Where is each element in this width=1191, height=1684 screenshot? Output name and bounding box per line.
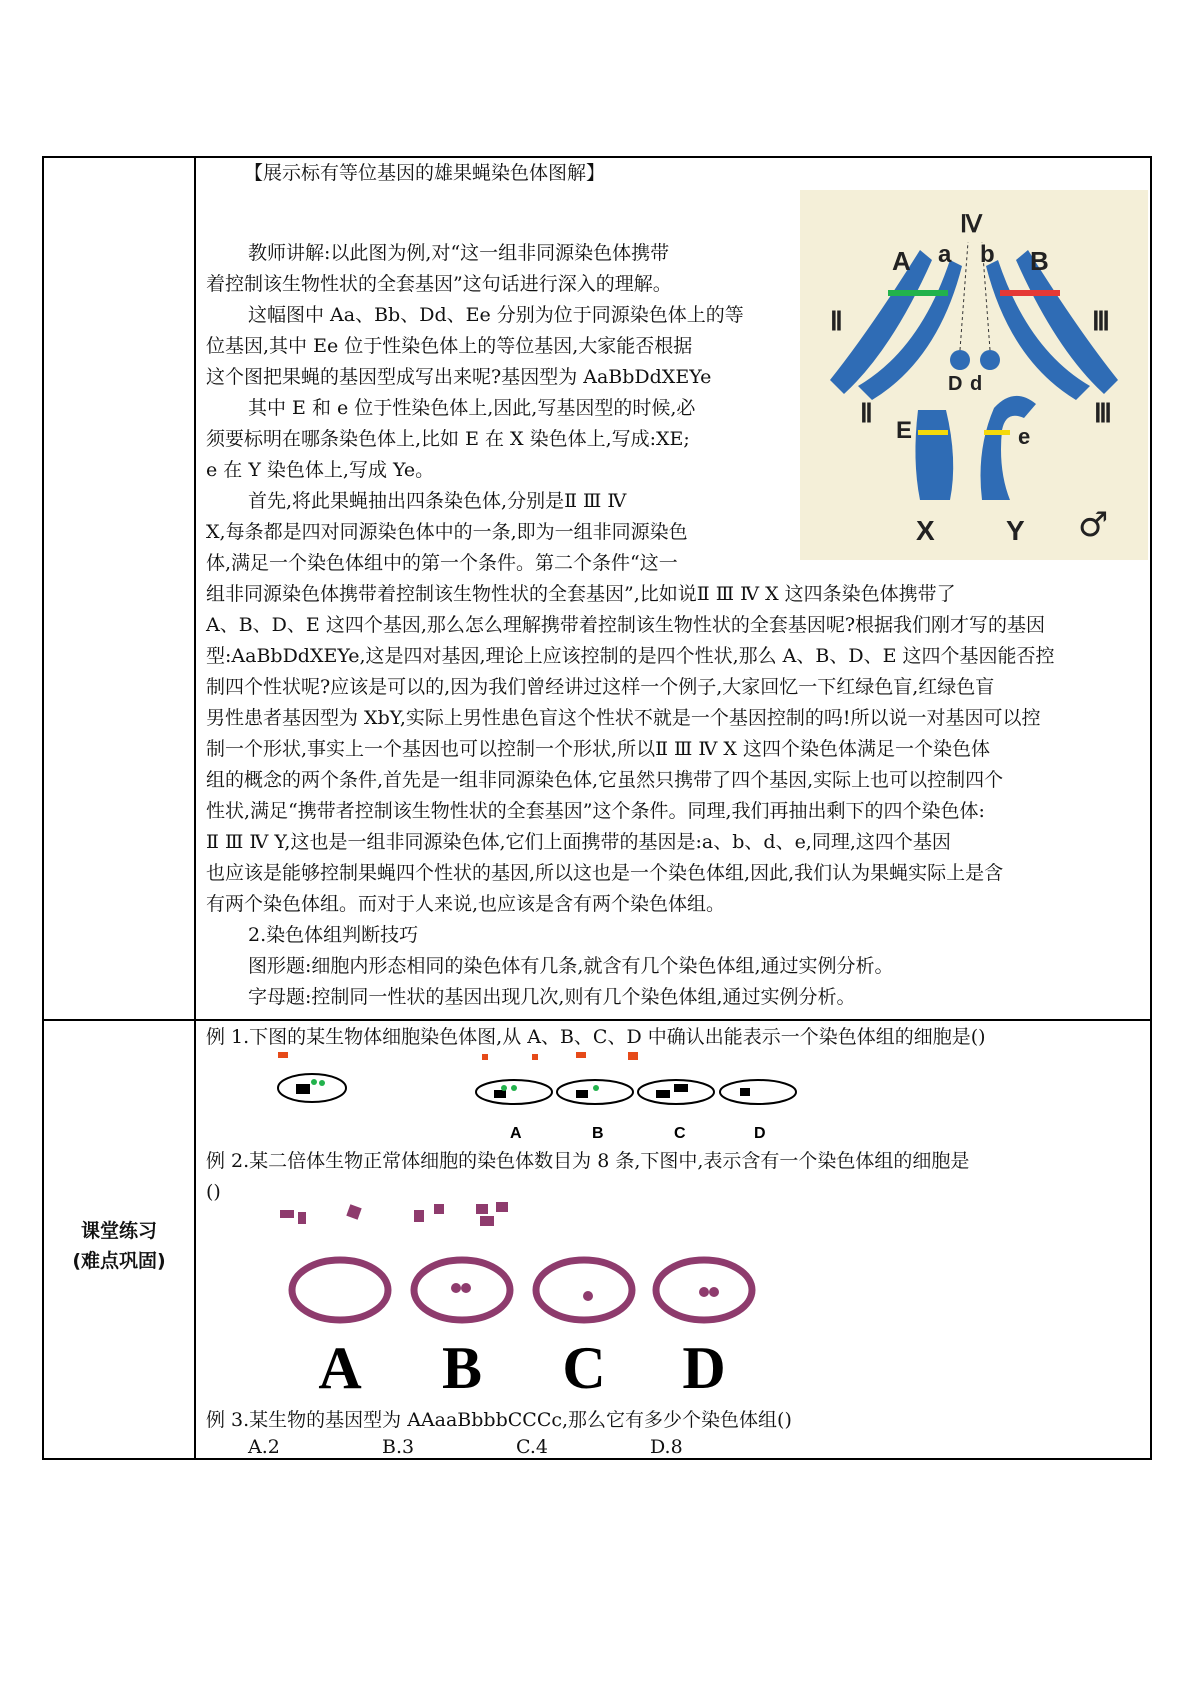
gene-label-E: E <box>896 417 913 444</box>
example-3-options <box>248 1436 784 1458</box>
column-divider <box>194 158 196 1458</box>
red-chromosome-mark <box>576 1052 586 1058</box>
chromosome-IV-left <box>950 350 970 370</box>
example-3: 例 3.某生物的基因型为 AAaaBbbbCCCc,那么它有多少个染色体组() <box>206 1409 792 1431</box>
example-1-figure <box>270 1052 830 1152</box>
red-chromosome-mark <box>628 1052 638 1060</box>
para-4-line-2: X,每条都是四对同源染色体中的一条,即为一组非同源染色 <box>206 521 688 543</box>
option-label: B <box>441 1335 483 1400</box>
source-cell <box>278 1074 346 1102</box>
para-7: 字母题:控制同一性状的基因出现几次,则有几个染色体组,通过实例分析。 <box>248 986 856 1008</box>
green-dot <box>511 1085 517 1091</box>
purple-chromosome-mark <box>480 1216 494 1226</box>
para-2-line-3: 这个图把果蝇的基因型成写出来呢?基因型为 AaBbDdXEYe <box>206 366 712 388</box>
purple-dot <box>583 1291 593 1301</box>
cell-D <box>720 1080 796 1104</box>
para-4-line-1: 首先,将此果蝇抽出四条染色体,分别是Ⅱ Ⅲ Ⅳ <box>248 490 627 512</box>
para-4-line-7: 制四个性状呢?应该是可以的,因为我们曾经讲过这样一个例子,大家回忆一下红绿色盲,红绿色盲 <box>206 676 995 698</box>
red-chromosome-mark <box>532 1054 538 1060</box>
label-Y: Y <box>1006 515 1025 546</box>
cell-C <box>536 1260 632 1320</box>
option-label: B <box>592 1125 604 1142</box>
label-II-top: Ⅱ <box>830 307 843 336</box>
green-dot <box>319 1080 325 1086</box>
row-divider <box>44 1019 1150 1021</box>
male-symbol-icon: ♂ <box>1078 505 1109 545</box>
green-dot <box>311 1079 317 1085</box>
para-4-line-9: 制一个形状,事实上一个基因也可以控制一个形状,所以Ⅱ Ⅲ Ⅳ X 这四个染色体满足一个染色体 <box>206 738 990 760</box>
label-IV: Ⅳ <box>960 211 983 238</box>
example-2-figure <box>280 1200 780 1400</box>
para-5: 2.染色体组判断技巧 <box>248 924 419 946</box>
black-chromosome-mark <box>296 1084 310 1094</box>
para-4-line-11: 性状,满足“携带者控制该生物性状的全套基因”这个条件。同理,我们再抽出剩下的四个染色体: <box>206 800 985 822</box>
label-X: X <box>916 515 935 546</box>
option-label: A <box>318 1335 362 1400</box>
para-3-line-1: 其中 E 和 e 位于性染色体上,因此,写基因型的时候,必 <box>248 397 696 419</box>
option-label: D <box>754 1125 766 1142</box>
red-chromosome-mark <box>278 1052 288 1058</box>
para-4-line-13: 也应该是能够控制果蝇四个性状的基因,所以这也是一个染色体组,因此,我们认为果蝇实际上是含 <box>206 862 1004 884</box>
option-label: C <box>562 1335 606 1400</box>
gene-band-yellow <box>984 430 1010 435</box>
chromosome-IV-right <box>980 350 1000 370</box>
gene-label-d: d <box>970 373 983 395</box>
cell-B <box>557 1080 633 1104</box>
option-label: C <box>674 1125 686 1142</box>
gene-label-A: A <box>892 246 911 276</box>
gene-label-B: B <box>1030 246 1049 276</box>
para-4-line-10: 组的概念的两个条件,首先是一组非同源染色体,它虽然只携带了四个基因,实际上也可以控制四个 <box>206 769 1004 791</box>
gene-label-a: a <box>938 241 952 268</box>
purple-dot <box>451 1283 461 1293</box>
gene-band-green <box>888 290 948 296</box>
gene-band-yellow <box>918 430 948 435</box>
para-4-line-5: A、B、D、E 这四个基因,那么怎么理解携带着控制该生物性状的全套基因呢?根据我们刚才写的基因 <box>206 614 1046 636</box>
fruit-fly-chromosome-figure <box>800 190 1148 560</box>
gene-label-D: D <box>948 373 963 395</box>
black-chromosome-mark <box>494 1090 506 1098</box>
gene-band-red <box>1000 290 1060 296</box>
example-1: 例 1.下图的某生物体细胞染色体图,从 A、B、C、D 中确认出能表示一个染色体组的细胞是() <box>206 1026 986 1048</box>
green-dot <box>501 1085 507 1091</box>
purple-chromosome-mark <box>414 1210 424 1222</box>
para-4-line-14: 有两个染色体组。而对于人来说,也应该是含有两个染色体组。 <box>206 893 726 915</box>
cell-A <box>292 1260 388 1320</box>
option-b: B.3 <box>382 1436 415 1458</box>
para-2-line-1: 这幅图中 Aa、Bb、Dd、Ee 分别为位于同源染色体上的等 <box>248 304 744 326</box>
option-d: D.8 <box>650 1436 683 1458</box>
purple-dot <box>709 1287 719 1297</box>
para-4-line-4: 组非同源染色体携带着控制该生物性状的全套基因”,比如说Ⅱ Ⅲ Ⅳ X 这四条染色体携带了 <box>206 583 956 605</box>
para-1-line-2: 着控制该生物性状的全套基因”这句话进行深入的理解。 <box>206 273 672 295</box>
purple-chromosome-mark <box>346 1204 361 1219</box>
para-4-line-3: 体,满足一个染色体组中的第一个条件。第二个条件“这一 <box>206 552 678 574</box>
para-4-line-8: 男性患者基因型为 XbY,实际上男性患色盲这个性状不就是一个基因控制的吗!所以说一对基因可以控 <box>206 707 1041 729</box>
black-chromosome-mark <box>740 1088 750 1096</box>
option-label: D <box>682 1335 726 1400</box>
black-chromosome-mark <box>674 1084 688 1092</box>
para-3-line-2: 须要标明在哪条染色体上,比如 E 在 X 染色体上,写成:XE; <box>206 428 690 450</box>
example-2-line-1: 例 2.某二倍体生物正常体细胞的染色体数目为 8 条,下图中,表示含有一个染色体组的细胞是 <box>206 1150 970 1172</box>
para-3-line-3: e 在 Y 染色体上,写成 Ye。 <box>206 459 435 481</box>
gene-label-e: e <box>1018 424 1031 449</box>
purple-chromosome-mark <box>298 1212 306 1224</box>
example-2-line-2: () <box>206 1181 221 1203</box>
para-2-line-2: 位基因,其中 Ee 位于性染色体上的等位基因,大家能否根据 <box>206 335 693 357</box>
purple-chromosome-mark <box>434 1204 444 1214</box>
row-label: 课堂练习 (难点巩固) <box>72 1220 166 1272</box>
para-6: 图形题:细胞内形态相同的染色体有几条,就含有几个染色体组,通过实例分析。 <box>248 955 894 977</box>
label-III-top: Ⅲ <box>1092 307 1110 336</box>
chromosome-X <box>915 410 953 500</box>
label-III-bottom: Ⅲ <box>1094 399 1112 428</box>
black-chromosome-mark <box>656 1090 670 1098</box>
para-4-line-6: 型:AaBbDdXEYe,这是四对基因,理论上应该控制的是四个性状,那么 A、B、D、E 这四个基因能否控 <box>206 645 1055 667</box>
purple-chromosome-mark <box>280 1210 294 1218</box>
para-4-line-12: Ⅱ Ⅲ Ⅳ Y,这也是一组非同源染色体,它们上面携带的基因是:a、b、d、e,同理,这四个基因 <box>206 831 951 853</box>
cell-A <box>476 1080 552 1104</box>
option-c: C.4 <box>516 1436 548 1458</box>
option-a: A.2 <box>248 1436 280 1458</box>
purple-chromosome-mark <box>476 1204 488 1214</box>
gene-label-b: b <box>980 241 995 268</box>
section-heading: 【展示标有等位基因的雄果蝇染色体图解】 <box>244 162 606 184</box>
purple-dot <box>699 1287 709 1297</box>
red-chromosome-mark <box>482 1054 488 1060</box>
para-1-line-1: 教师讲解:以此图为例,对“这一组非同源染色体携带 <box>248 242 670 264</box>
green-dot <box>593 1085 599 1091</box>
purple-dot <box>461 1283 471 1293</box>
black-chromosome-mark <box>576 1090 588 1098</box>
purple-chromosome-mark <box>496 1202 508 1212</box>
option-label: A <box>510 1125 522 1142</box>
label-II-bottom: Ⅱ <box>860 399 873 428</box>
